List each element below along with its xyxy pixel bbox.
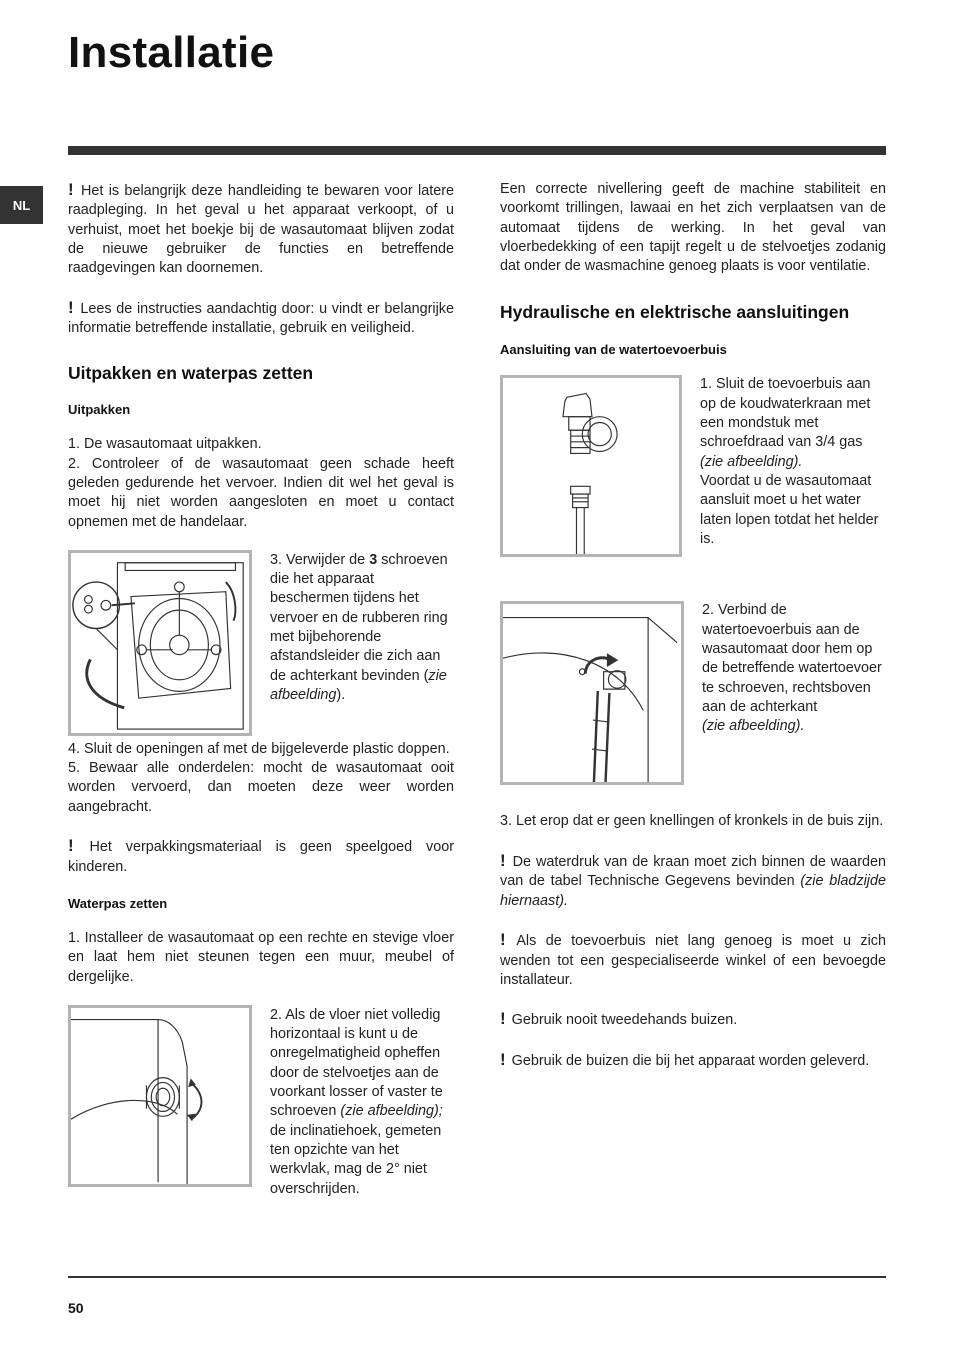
connect-step-2-block — [500, 601, 886, 785]
exclamation-icon: ! — [68, 297, 74, 317]
subsection-title-water-inlet: Aansluiting van de watertoevoerbuis — [500, 342, 727, 358]
exclamation-icon: ! — [500, 851, 506, 871]
subsection-title-level: Waterpas zetten — [68, 895, 168, 911]
note-water-pressure: ! De waterdruk van de kraan moet zich binnen de waarden van de tabel Technische Gegevens bevinden (zie bladzijde hiernaast). — [500, 851, 886, 909]
exclamation-icon: ! — [500, 1050, 506, 1070]
washer-back-illustration — [71, 553, 249, 733]
connect-step-1-block — [500, 375, 886, 557]
unpack-step-5: 5. Bewaar alle onderdelen: mocht de wasautomaat ooit worden vervoerd, dan moeten deze weer worden aangebracht. — [68, 760, 454, 815]
tap-connection-figure — [500, 375, 682, 557]
adjustable-feet-figure — [68, 1005, 252, 1187]
page-number: 50 — [68, 1300, 84, 1316]
level-step-2-block — [68, 1006, 454, 1199]
language-tab: NL — [0, 186, 43, 224]
note-read-instructions: ! Lees de instructies aandachtig door: u vindt er belangrijke informatie betreffende installatie, gebruik en veiligheid. — [68, 297, 454, 337]
leveling-intro: Een correcte nivellering geeft de machine stabiliteit en voorkomt trillingen, lawaai en het zich verplaatsen van de automaat tijdens de werking. In het geval van vloerbedekking of een tapijt regelt u de stelvoetjes zodanig dat onder de wasmachine genoeg plaats is voor ventilatie. — [500, 181, 886, 275]
section-title-unpack-level: Uitpakken en waterpas zetten — [68, 363, 314, 384]
inlet-hose-illustration — [503, 604, 681, 782]
top-rule — [68, 146, 886, 155]
unpack-step-1: 1. De wasautomaat uitpakken. — [68, 436, 262, 453]
unpack-step-3-block — [68, 551, 454, 736]
subsection-title-unpack: Uitpakken — [68, 402, 131, 418]
section-title-connections: Hydraulische en elektrische aansluitingen — [500, 302, 850, 323]
note-hose-length: ! Als de toevoerbuis niet lang genoeg is moet u zich wenden tot een gespecialiseerde winkel of een bevoegde installateur. — [500, 930, 886, 988]
level-step-1: 1. Installeer de wasautomaat op een rechte en stevige vloer en laat hem niet steunen tegen een muur, meubel of dergelijke. — [68, 929, 454, 985]
note-no-second-hand: ! Gebruik nooit tweedehands buizen. — [500, 1009, 738, 1029]
connect-step-2: 2. Verbind de watertoevoerbuis aan de wasautomaat door hem op de betreffende watertoevoer te schroeven, rechtsboven aan de achterkant (zie afbeelding). — [702, 602, 882, 735]
unpack-step-3: 3. Verwijder de 3 schroeven die het apparaat beschermen tijdens het vervoer en de rubberen ring met bijbehorende afstandsleider die zich aan de achterkant bevinden (zie afbeelding). — [270, 551, 448, 703]
left-column — [68, 180, 454, 1199]
exclamation-icon: ! — [500, 930, 506, 950]
tap-and-hose-illustration — [503, 378, 679, 554]
level-step-2: 2. Als de vloer niet volledig horizontaal is kunt u de onregelmatigheid opheffen door de stelvoetjes aan de voorkant losser of vaster te schroeven (zie afbeelding); de inclinatiehoek, gemeten ten opzichte van het werkvlak, mag de 2° niet overschrijden. — [270, 1006, 443, 1197]
note-use-supplied-hoses: ! Gebruik de buizen die bij het apparaat worden geleverd. — [500, 1050, 870, 1070]
transport-screws-figure — [68, 550, 252, 736]
exclamation-icon: ! — [68, 180, 74, 199]
exclamation-icon: ! — [500, 1009, 506, 1029]
exclamation-icon: ! — [68, 836, 74, 856]
unpack-step-4: 4. Sluit de openingen af met de bijgeleverde plastic doppen. — [68, 740, 450, 757]
bottom-rule — [68, 1276, 886, 1278]
machine-inlet-figure — [500, 601, 684, 785]
page-title: Installatie — [68, 28, 275, 77]
connect-step-1: 1. Sluit de toevoerbuis aan op de koudwaterkraan met een mondstuk met schroefdraad van 3/4 gas (zie afbeelding). Voordat u de wasautomaat aansluit moet u het water laten lopen totdat het helder is. — [700, 376, 879, 547]
unpack-step-2: 2. Controleer of de wasautomaat geen schade heeft geleden gedurende het vervoer. Indien dit wel het geval is moet hij niet worden aangesloten en moet u contact opnemen met de handelaar. — [68, 455, 454, 530]
right-column — [500, 180, 886, 1071]
note-keep-manual: ! Het is belangrijk deze handleiding te bewaren voor latere raadpleging. In het geval u het apparaat verkoopt, of u verhuist, moet het boekje bij de wasautomaat blijven zodat de nieuwe gebruiker de functies en betreffende raadgevingen kan doornemen. — [68, 180, 454, 277]
connect-step-3: 3. Let erop dat er geen knellingen of kronkels in de buis zijn. — [500, 813, 884, 830]
note-packaging-children: ! Het verpakkingsmateriaal is geen speelgoed voor kinderen. — [68, 836, 454, 875]
adjustable-foot-illustration — [71, 1008, 249, 1184]
